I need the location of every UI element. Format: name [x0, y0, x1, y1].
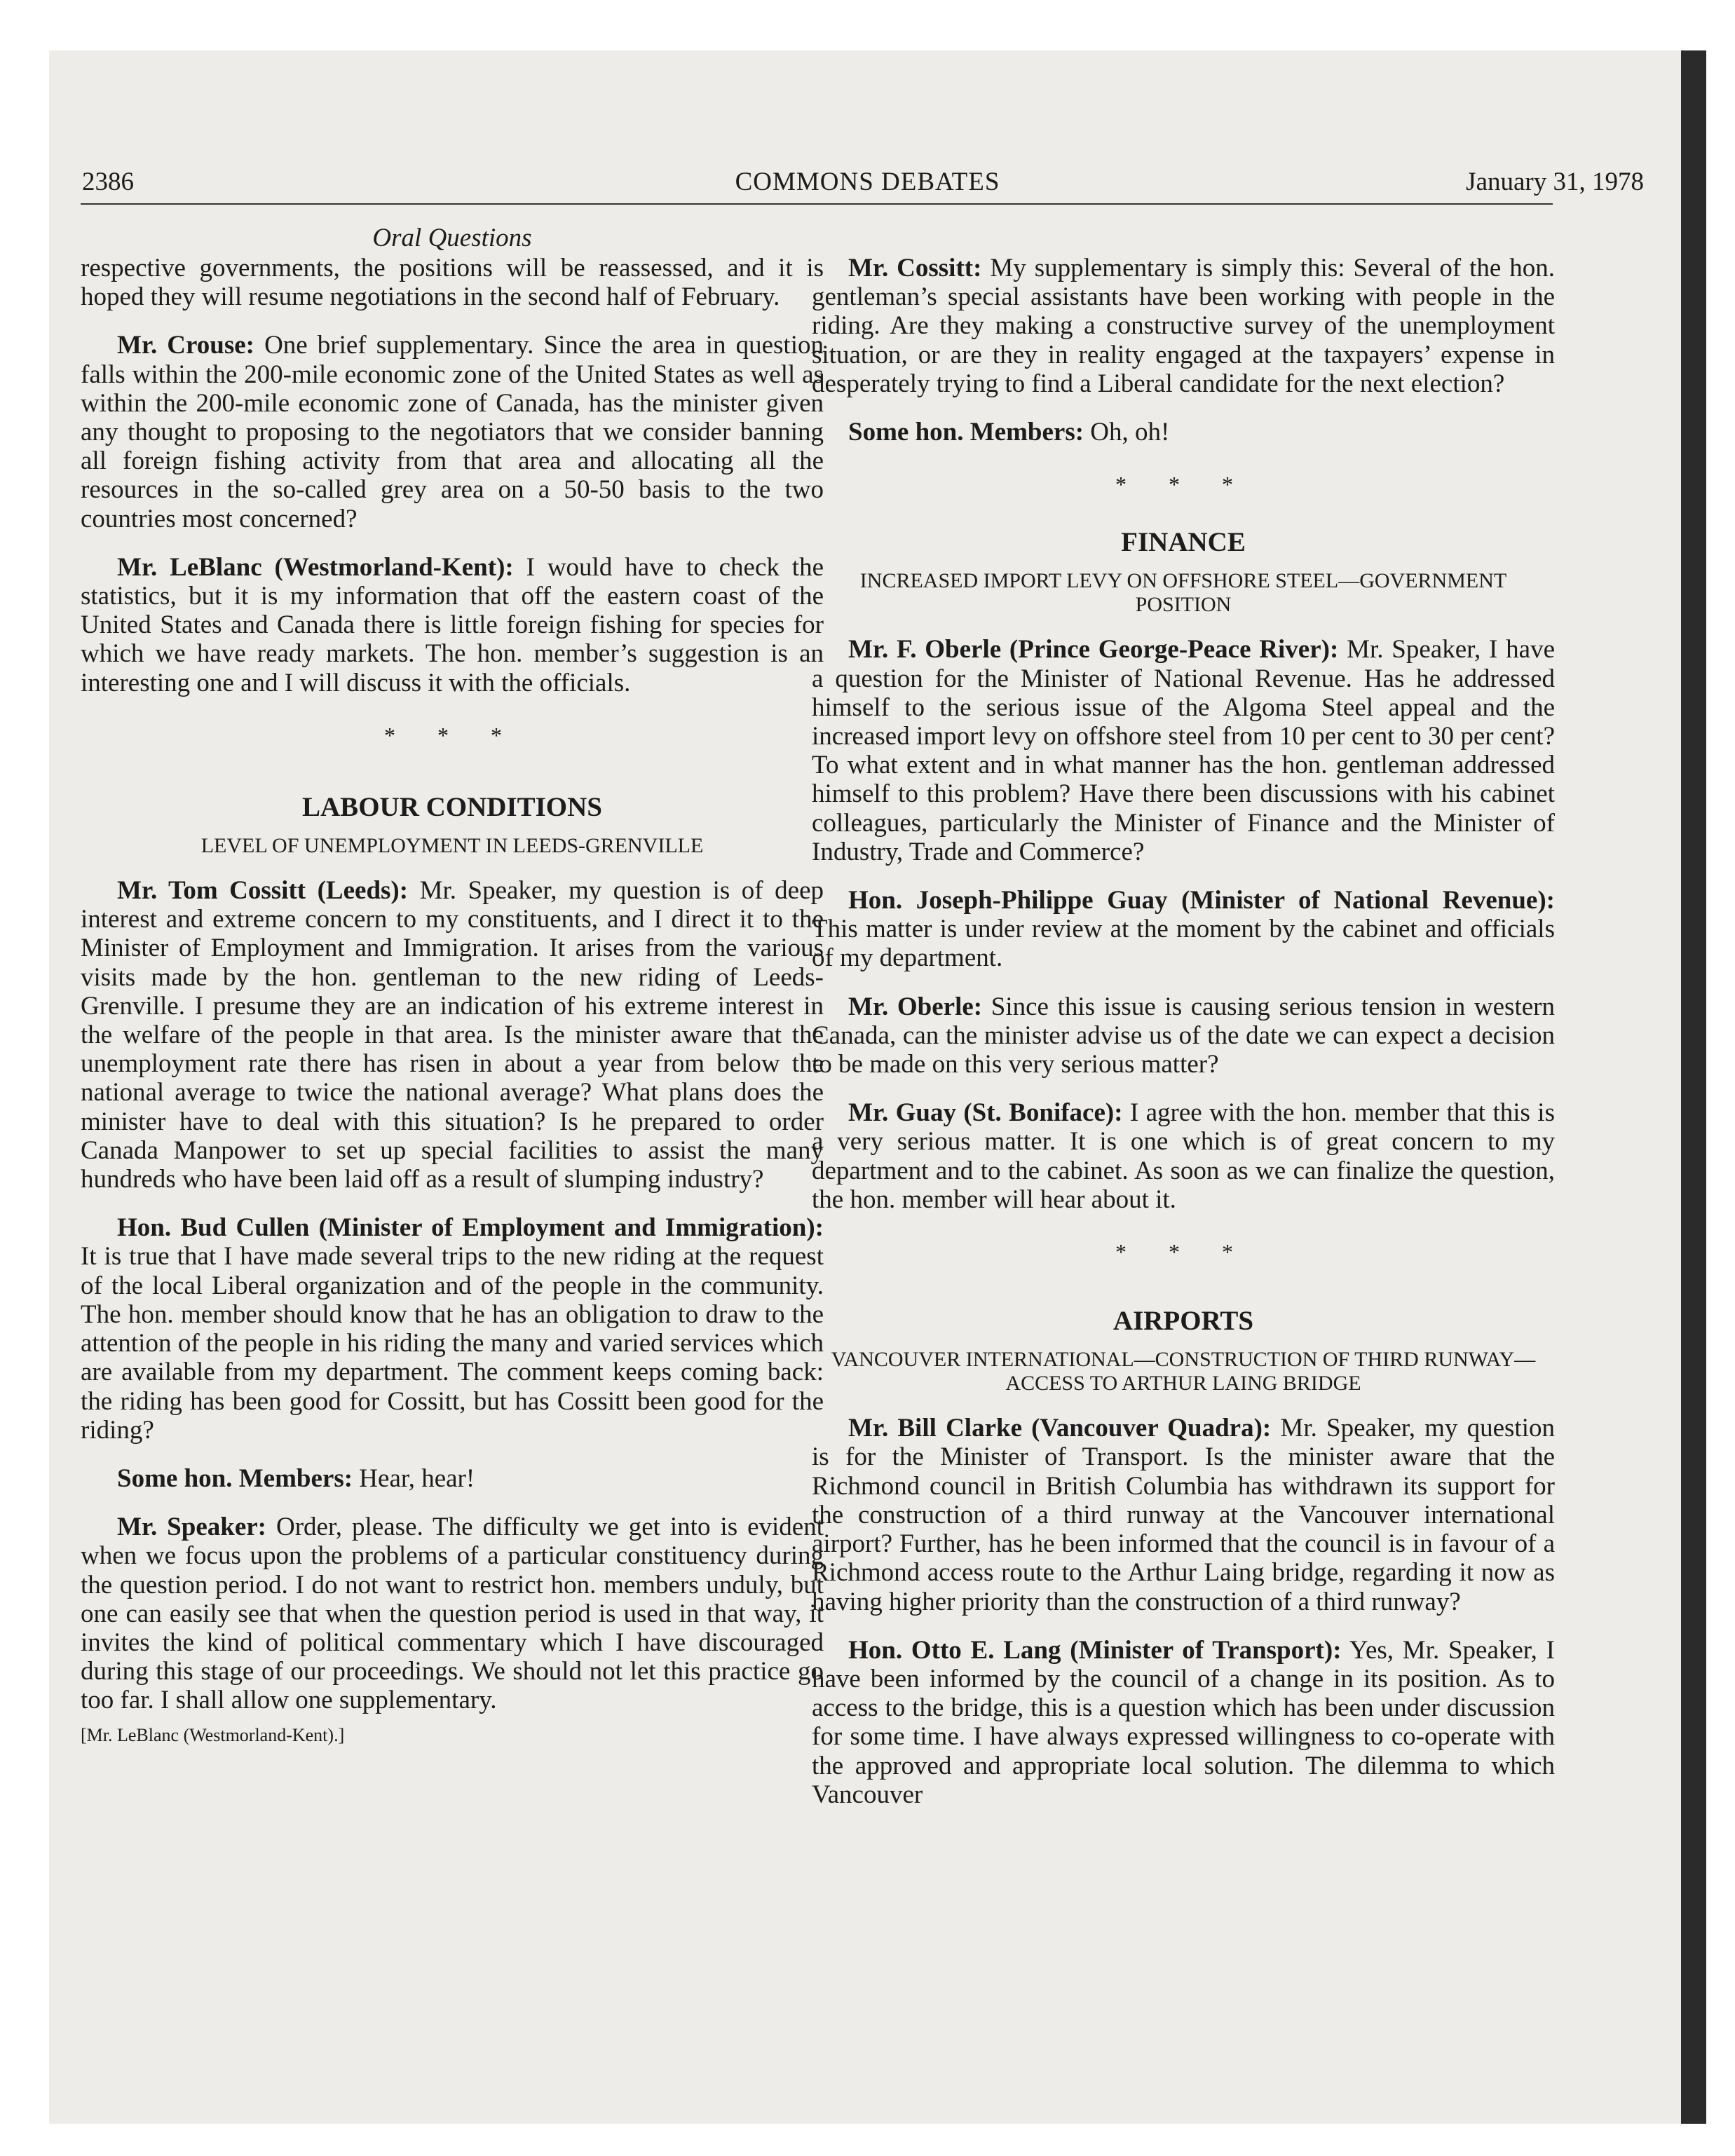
paragraph: [812, 1414, 1555, 1616]
section-subheading: LEVEL OF UNEMPLOYMENT IN LEEDS-GRENVILLE: [200, 834, 704, 858]
paragraph: [812, 635, 1555, 866]
footnote: [Mr. LeBlanc (Westmorland-Kent).]: [81, 1724, 345, 1745]
speaker-name: Hon. Bud Cullen (Minister of Employment and Immigration):: [117, 1213, 824, 1243]
speech-text: Mr. Speaker, my question is of deep interest and extreme concern to my constituents, and I direct it to the Minister of Employment and Immigration. It arises from the various visits made by the hon. gentleman to the new riding of Leeds-Grenville. I presume they are an indication of his extreme interest in the welfare of the people in that area. Is the minister aware that the unemployment rate there has risen in about a year from below the national average to twice the national average? What plans does the minister have to deal with this situation? Is he prepared to order Canada Manpower to set up special facilities to assist the many hundreds who have been laid off as a result of slumping industry?: [81, 876, 824, 1194]
speech-text: It is true that I have made several trips to the new riding at the request of the local Liberal organization and of the people in the community. The hon. member should know that he has an obligation to draw to the attention of the people in his riding the many and varied services which are available from my department. The comment keeps coming back: the riding has been good for Cossitt, but has Cossitt been good for the riding?: [81, 1242, 824, 1445]
section-separator: * * *: [1115, 472, 1251, 498]
right-column: [812, 254, 1555, 1829]
speaker-name: Mr. Speaker:: [117, 1513, 267, 1542]
speech-text: I agree with the hon. member that this is a very serious matter. It is one which is of great concern to my department and to the cabinet. As soon as we can finalize the question, the hon. member will hear about it.: [812, 1098, 1555, 1214]
speaker-name: Mr. Guay (St. Boniface):: [848, 1098, 1123, 1128]
speech-text: My supplementary is simply this: Several of the hon. gentleman’s special assistants have been working with people in the riding. Are they making a constructive survey of the unemployment situation, or are they in reality engaged at the taxpayers’ expense in desperately trying to find a Liberal candidate for the next election?: [812, 254, 1555, 398]
speaker-name: Mr. LeBlanc (Westmorland-Kent):: [117, 552, 514, 582]
section-heading: LABOUR CONDITIONS: [302, 792, 602, 823]
speech-text: This matter is under review at the moment by the cabinet and officials of my department.: [812, 915, 1555, 973]
speaker-name: Mr. Cossitt:: [848, 254, 982, 282]
speech-text: Yes, Mr. Speaker, I have been informed by the council of a change in its position. As to access to the bridge, this is a question which has been under discussion for some time. I have always expressed willingness to co-operate with the approved and appropriate local solution. The dilemma to which Vancouver: [812, 1635, 1555, 1809]
paragraph: [81, 331, 824, 533]
speaker-name: Mr. Crouse:: [117, 331, 254, 360]
paragraph: [812, 418, 1555, 446]
speaker-name: Mr. F. Oberle (Prince George-Peace River):: [848, 635, 1339, 664]
speaker-name: Hon. Joseph-Philippe Guay (Minister of National Revenue):: [848, 886, 1555, 915]
section-subheading: INCREASED IMPORT LEVY ON OFFSHORE STEEL—GOVERNMENT POSITION: [859, 569, 1507, 617]
section-subheading: VANCOUVER INTERNATIONAL—CONSTRUCTION OF THIRD RUNWAY—ACCESS TO ARTHUR LAING BRIDGE: [831, 1348, 1536, 1396]
paragraph: [81, 1464, 824, 1493]
speaker-name: Hon. Otto E. Lang (Minister of Transport):: [848, 1635, 1342, 1665]
paragraph: [812, 886, 1555, 973]
speech-text: One brief supplementary. Since the area in question falls within the 200-mile economic zone of the United States as well as within the 200-mile economic zone of Canada, has the minister given any thought to proposing to the negotiators that we consider banning all foreign fishing activity from that area and allocating all the resources in the so-called grey area on a 50-50 basis to the two countries most concerned?: [81, 331, 824, 533]
speech-text: Order, please. The difficulty we get into is evident when we focus upon the problems of a particular constituency during the question period. I do not want to restrict hon. members unduly, but one can easily see that when the question period is used in that way, it invites the kind of political commentary which I have discouraged during this stage of our proceedings. We should not let this practice go too far. I shall allow one supplementary.: [81, 1513, 824, 1715]
paragraph: [81, 553, 824, 697]
speaker-name: Some hon. Members:: [848, 418, 1084, 447]
section-heading: FINANCE: [1121, 527, 1246, 558]
speech-text: Oh, oh!: [1084, 418, 1170, 447]
paragraph: [812, 992, 1555, 1079]
scan-edge-bar: [1681, 50, 1706, 2124]
speech-text: I would have to check the statistics, but it is my information that off the eastern coast of the United States and Canada there is little foreign fishing for species for which we have ready markets. The hon. member’s suggestion is an interesting one and I will discuss it with the officials.: [81, 552, 824, 697]
left-column: [81, 254, 824, 1746]
section-separator: * * *: [1115, 1239, 1251, 1265]
section-label: Oral Questions: [372, 224, 532, 252]
speech-text: Mr. Speaker, I have a question for the Minister of National Revenue. Has he addressed himself to the serious issue of the Algoma Steel appeal and the increased import levy on offshore steel from 10 per cent to 30 per cent? To what extent and in what manner has the hon. gentleman addressed himself to this problem? Have there been discussions with his cabinet colleagues, particularly the Minister of Finance and the Minister of Industry, Trade and Commerce?: [812, 635, 1555, 866]
page-title: COMMONS DEBATES: [735, 168, 1000, 196]
section-separator: * * *: [384, 722, 520, 748]
speech-text: Hear, hear!: [353, 1464, 475, 1493]
speaker-name: Mr. Bill Clarke (Vancouver Quadra):: [848, 1414, 1272, 1443]
header-rule: [81, 203, 1553, 205]
page-date: January 31, 1978: [1466, 168, 1644, 196]
paragraph: respective governments, the positions will be reassessed, and it is hoped they will resume negotiations in the second half of February.: [81, 254, 824, 312]
paragraph: [812, 1098, 1555, 1214]
paragraph: [81, 876, 824, 1194]
section-heading: AIRPORTS: [1113, 1306, 1254, 1337]
speech-text: Mr. Speaker, my question is for the Minister of Transport. Is the minister aware that the Richmond council in British Columbia has withdrawn its support for the construction of a third runway at the Vancouver international airport? Further, has he been informed that the council is in favour of a Richmond access route to the Arthur Laing bridge, regarding it now as having higher priority than the construction of a third runway?: [812, 1414, 1555, 1616]
paragraph: [81, 1213, 824, 1445]
speaker-name: Mr. Oberle:: [848, 992, 983, 1021]
paragraph: [812, 254, 1555, 398]
page-number: 2386: [82, 168, 134, 196]
paragraph: [812, 1636, 1555, 1809]
paragraph: [81, 1513, 824, 1714]
speaker-name: Some hon. Members:: [117, 1464, 353, 1493]
speaker-name: Mr. Tom Cossitt (Leeds):: [117, 876, 409, 906]
speech-text: Since this issue is causing serious tension in western Canada, can the minister advise us of the date we can expect a decision to be made on this very serious matter?: [812, 992, 1555, 1079]
